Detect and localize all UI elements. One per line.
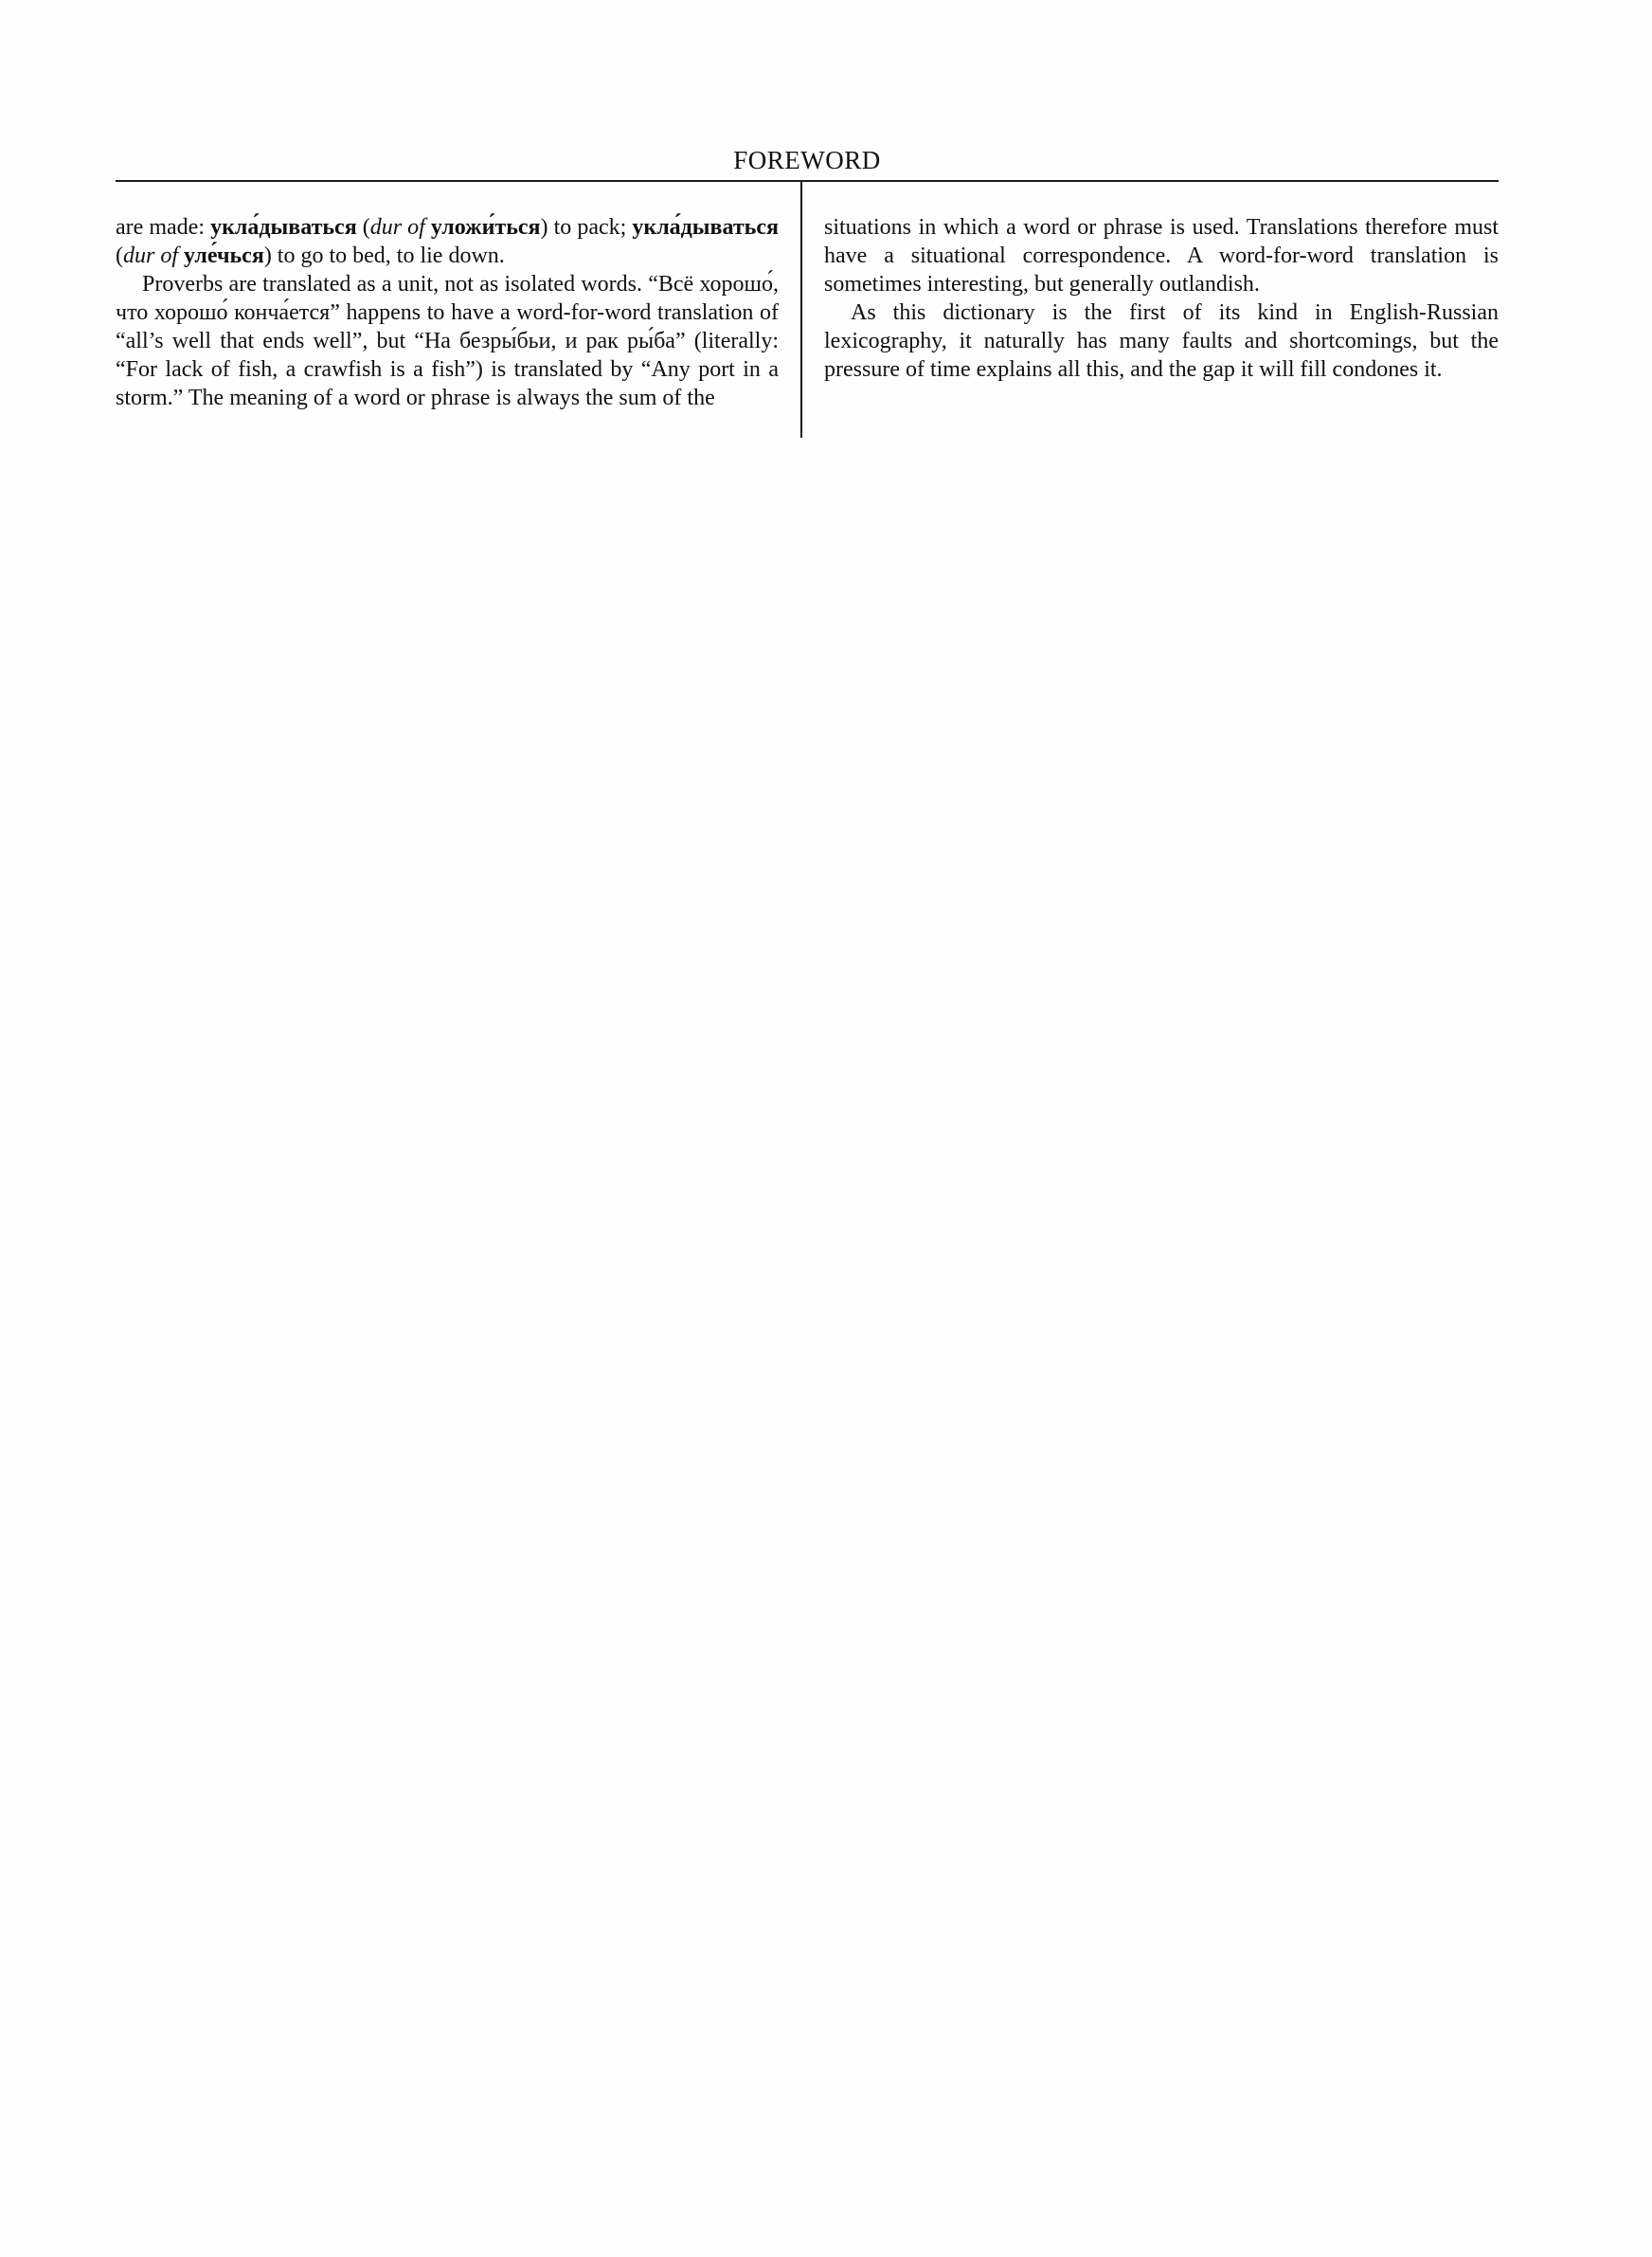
right-column: [824, 213, 1499, 384]
left-column: [116, 213, 779, 412]
header-rule: [116, 180, 1499, 182]
paragraph-situations: situations in which a word or phrase is used. Translations therefore must have a situational correspondence. A word-for-word translation is sometimes interesting, but generally outlandish.: [824, 215, 1499, 297]
paragraph-proverbs: Proverbs are translated as a unit, not as isolated words. “Всё хорошо́, что хорошо́ конча́ется” happens to have a word-for-word translation of “all’s well that ends well”, but “На безры́бьи, и рак ры́ба” (literally: “For lack of fish, a crawfish is a fish”) is translated by “Any port in a storm.” The meaning of a word or phrase is always the sum of the: [116, 272, 779, 410]
running-header: FOREWORD: [733, 146, 881, 174]
column-divider: [800, 182, 802, 438]
paragraph-conclusion: As this dictionary is the first of its kind in English-Russian lexicography, it naturally has many faults and shortcomings, but the pressure of time explains all this, and the gap it will fill condones it.: [824, 300, 1499, 382]
paragraph-continuation: are made: укла́дываться (dur of уложи́ться) to pack; укла́дываться (dur of уле́чься) to go to bed, to lie down.: [116, 215, 779, 268]
